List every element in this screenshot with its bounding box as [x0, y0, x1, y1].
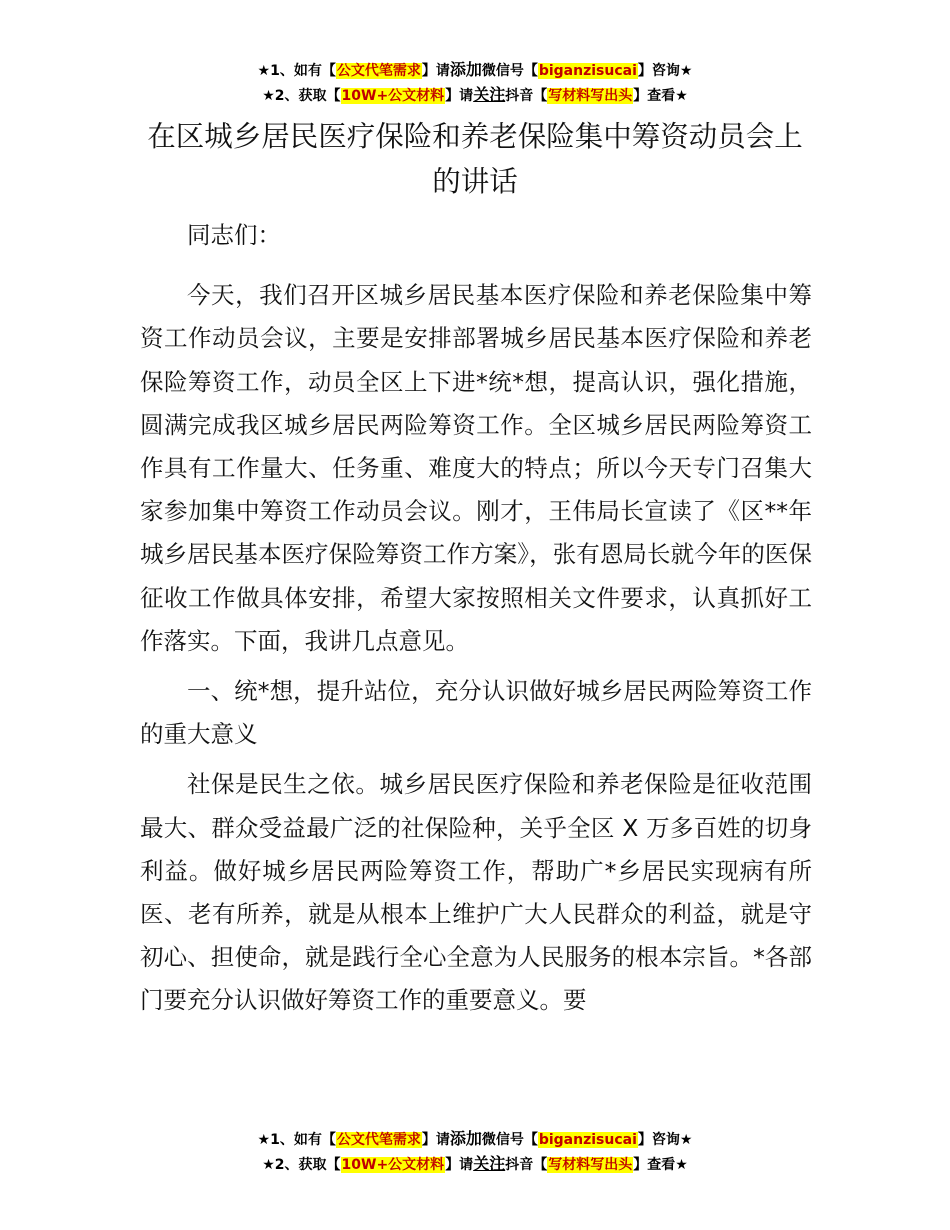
banner-highlight: 10W+公文材料 [341, 88, 445, 104]
banner-line-1 [0, 1127, 950, 1152]
banner-text: ★1、如有【 [257, 63, 336, 79]
banner-text: ★1、如有【 [257, 1132, 336, 1148]
header-banner [0, 58, 950, 108]
banner-text: 】查看★ [633, 88, 688, 104]
douyin-id-highlight: 写材料写出头 [548, 1157, 633, 1173]
banner-text: 】咨询★ [637, 63, 693, 79]
banner-text: 微信号【 [481, 1132, 538, 1148]
banner-line-2 [0, 83, 950, 108]
banner-text: 】请 [421, 63, 450, 79]
banner-text: 】查看★ [633, 1157, 688, 1173]
banner-text: 微信号【 [481, 63, 538, 79]
paragraph: 今天，我们召开区城乡居民基本医疗保险和养老保险集中筹资工作动员会议，主要是安排部署城乡居民基本医疗保险和养老保险筹资工作，动员全区上下进*统*想，提高认识，强化措施，圆满完成我区城乡居民两险筹资工作。全区城乡居民两险筹资工作具有工作量大、任务重、难度大的特点；所以今天专门召集大家参加集中筹资工作动员会议。刚才，王伟局长宣读了《区**年城乡居民基本医疗保险筹资工作方案》，张有恩局长就今年的医保征收工作做具体安排，希望大家按照相关文件要求，认真抓好工作落实。下面，我讲几点意见。 [140, 281, 812, 655]
banner-emphasis: 添加 [449, 60, 482, 79]
banner-emphasis: 关注 [473, 85, 506, 104]
banner-text: 】请 [445, 88, 474, 104]
banner-text: ★2、获取【 [262, 1157, 341, 1173]
document-title: 在区城乡居民医疗保险和养老保险集中筹资动员会上的讲话 [147, 120, 803, 198]
banner-highlight: 10W+公文材料 [341, 1157, 445, 1173]
banner-emphasis: 添加 [449, 1129, 482, 1148]
section-heading: 一、统*想，提升站位，充分认识做好城乡居民两险筹资工作的重大意义 [140, 677, 812, 749]
banner-text: 抖音【 [505, 88, 548, 104]
banner-text: 抖音【 [505, 1157, 548, 1173]
banner-text: 】咨询★ [637, 1132, 693, 1148]
banner-text: 】请 [445, 1157, 474, 1173]
document-body [140, 214, 812, 1030]
banner-highlight: 公文代笔需求 [336, 1132, 421, 1148]
banner-text: 】请 [421, 1132, 450, 1148]
salutation: 同志们： [187, 221, 281, 249]
banner-highlight: 公文代笔需求 [336, 63, 421, 79]
wechat-id-highlight: biganzisucai [538, 1132, 637, 1148]
wechat-id-highlight: biganzisucai [538, 63, 637, 79]
banner-line-1 [0, 58, 950, 83]
banner-line-2 [0, 1152, 950, 1177]
douyin-id-highlight: 写材料写出头 [548, 88, 633, 104]
banner-emphasis: 关注 [473, 1154, 506, 1173]
banner-text: ★2、获取【 [262, 88, 341, 104]
footer-banner [0, 1127, 950, 1177]
paragraph: 社保是民生之依。城乡居民医疗保险和养老保险是征收范围最大、群众受益最广泛的社保险种，关乎全区 X 万多百姓的切身利益。做好城乡居民两险筹资工作，帮助广*乡居民实现病有所医、老有所养，就是从根本上维护广大人民群众的利益，就是守初心、担使命，就是践行全心全意为人民服务的根本宗旨。*各部门要充分认识做好筹资工作的重要意义。要 [140, 770, 812, 1015]
